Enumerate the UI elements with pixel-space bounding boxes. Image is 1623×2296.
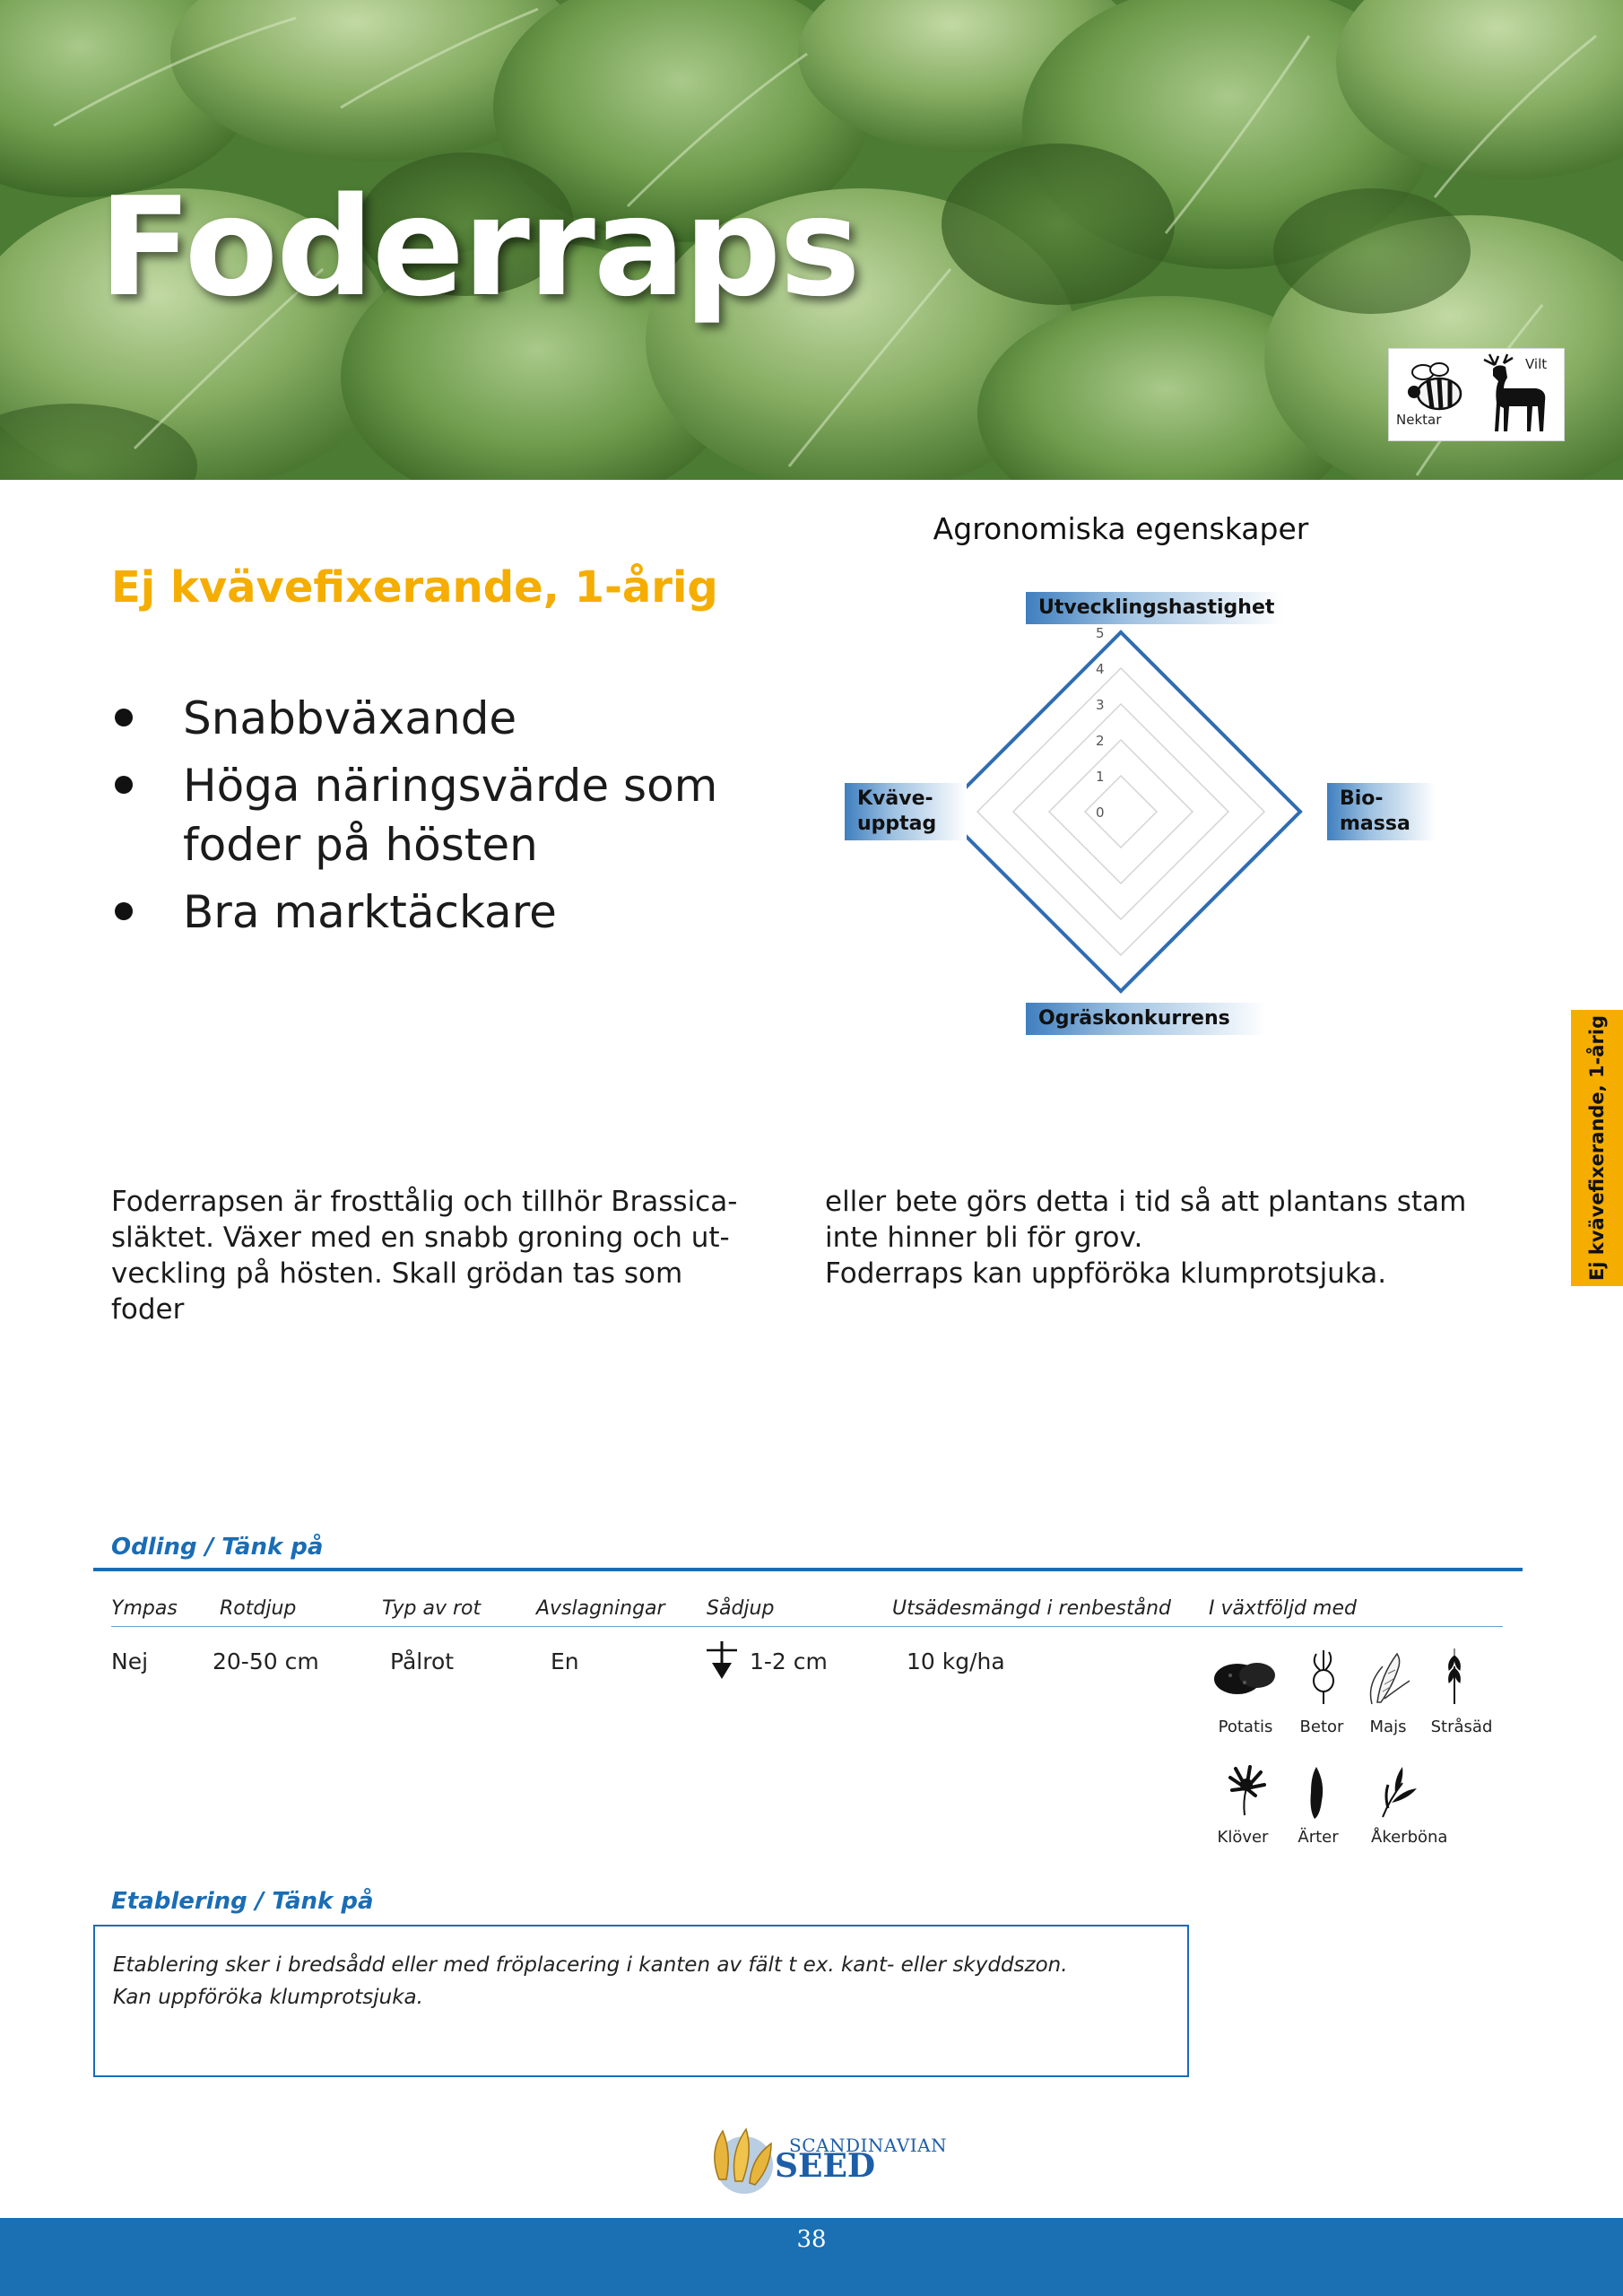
hero-image xyxy=(0,0,1623,480)
logo-text-bottom: SEED xyxy=(775,2147,876,2185)
description-col1: Foderrapsen är frosttålig och tillhör Brassica- släktet. Växer med en snabb groning och ut- veckling på hösten. Skall grödan tas som foder xyxy=(111,1186,738,1326)
axis-label-right: Bio- massa xyxy=(1327,783,1436,840)
crop-label-klover: Klöver xyxy=(1217,1828,1269,1847)
nectar-game-badge xyxy=(1388,348,1565,441)
page-title: Foderraps xyxy=(99,168,859,326)
radar-grid-ring xyxy=(977,668,1264,955)
bullet-icon xyxy=(115,709,133,726)
faba-bean-icon xyxy=(1377,1763,1419,1819)
axis-label-bottom: Ogräskonkurrens xyxy=(1026,1003,1266,1035)
game-label: Vilt xyxy=(1525,356,1548,372)
bullet-icon xyxy=(115,776,133,794)
col-header-sadjup: Sådjup xyxy=(707,1597,775,1620)
etablering-line2: Kan uppföröka klumprotsjuka. xyxy=(113,1986,423,2009)
radar-point xyxy=(1119,631,1123,634)
col-header-avslagningar: Avslagningar xyxy=(536,1597,665,1620)
radar-scale-label: 0 xyxy=(1096,804,1105,821)
axis-label-left: Kväve- upptag xyxy=(845,783,967,840)
radar-grid-ring xyxy=(1013,704,1228,919)
feature-text: Bra marktäckare xyxy=(183,886,557,938)
feature-item xyxy=(111,689,757,748)
radar-scale-label: 4 xyxy=(1096,661,1105,677)
beet-icon xyxy=(1306,1650,1341,1706)
radar-point xyxy=(1298,810,1302,813)
radar-scale-label: 5 xyxy=(1096,625,1105,641)
value-rotdjup: 20-50 cm xyxy=(213,1648,319,1674)
feature-item xyxy=(111,883,757,942)
scandinavian-seed-logo xyxy=(699,2117,948,2197)
bee-icon xyxy=(1405,360,1470,415)
value-typ-av-rot: Pålrot xyxy=(390,1648,455,1674)
value-avslagningar: En xyxy=(551,1648,579,1674)
value-utsadesmangd: 10 kg/ha xyxy=(907,1648,1005,1674)
col-header-vaxtfoljd: I växtföljd med xyxy=(1209,1597,1357,1620)
col-header-rotdjup: Rotdjup xyxy=(220,1597,297,1620)
corn-icon xyxy=(1363,1648,1413,1706)
side-tab-label: Ej kvävefixerande, 1-årig xyxy=(1586,1014,1608,1282)
col-header-typ-av-rot: Typ av rot xyxy=(382,1597,482,1620)
radar-point xyxy=(1119,989,1123,993)
category-subtitle: Ej kvävefixerande, 1-årig xyxy=(111,562,718,613)
grain-icon xyxy=(1438,1648,1471,1706)
value-sadjup: 1-2 cm xyxy=(750,1648,828,1674)
etablering-box xyxy=(93,1925,1189,2077)
etablering-title: Etablering / Tänk på xyxy=(111,1888,374,1915)
feature-list xyxy=(111,689,757,950)
sowing-depth-icon xyxy=(705,1641,739,1681)
potato-icon xyxy=(1212,1656,1277,1699)
crop-label-arter: Ärter xyxy=(1298,1828,1339,1847)
crop-label-majs: Majs xyxy=(1369,1718,1407,1736)
radar-series-line xyxy=(942,632,1300,991)
crop-label-akerbona: Åkerböna xyxy=(1371,1828,1448,1847)
odling-title: Odling / Tänk på xyxy=(111,1534,324,1561)
radar-scale-label: 3 xyxy=(1096,697,1105,713)
page-number: 38 xyxy=(796,2226,827,2253)
pea-icon xyxy=(1306,1765,1327,1821)
section-divider xyxy=(93,1568,1523,1571)
col-header-utsadesmangd: Utsädesmängd i renbestånd xyxy=(892,1597,1172,1620)
radar-chart xyxy=(933,619,1309,1004)
feature-text: Snabbväxande xyxy=(183,692,517,744)
side-tab xyxy=(1571,1010,1623,1286)
header-divider xyxy=(111,1626,1503,1627)
radar-scale-label: 2 xyxy=(1096,733,1105,749)
crop-label-betor: Betor xyxy=(1299,1718,1344,1736)
description-col2: eller bete görs detta i tid så att plantans stam inte hinner bli för grov. Foderraps kan uppföröka klumprotsjuka. xyxy=(825,1186,1467,1290)
axis-label-top: Utvecklingshastighet xyxy=(1026,592,1283,624)
radar-grid-ring xyxy=(942,632,1300,991)
feature-item xyxy=(111,756,757,874)
logo-text-top: SCANDINAVIAN xyxy=(789,2135,948,2156)
radar-title: Agronomiska egenskaper xyxy=(933,511,1309,546)
bullet-icon xyxy=(115,902,133,920)
crop-label-potatis: Potatis xyxy=(1218,1718,1273,1736)
crop-label-strasad: Stråsäd xyxy=(1430,1718,1493,1736)
radar-scale-label: 1 xyxy=(1096,769,1105,785)
feature-text: Höga näringsvärde som foder på hösten xyxy=(183,760,718,871)
etablering-line1: Etablering sker i bredsådd eller med fröplacering i kanten av fält t ex. kant- eller skyddszon. xyxy=(113,1953,1068,1977)
clover-icon xyxy=(1223,1765,1268,1817)
col-header-ympas: Ympas xyxy=(111,1597,178,1620)
nectar-label: Nektar xyxy=(1396,412,1442,428)
radar-grid-ring xyxy=(1049,740,1193,883)
value-ympas: Nej xyxy=(111,1648,149,1674)
